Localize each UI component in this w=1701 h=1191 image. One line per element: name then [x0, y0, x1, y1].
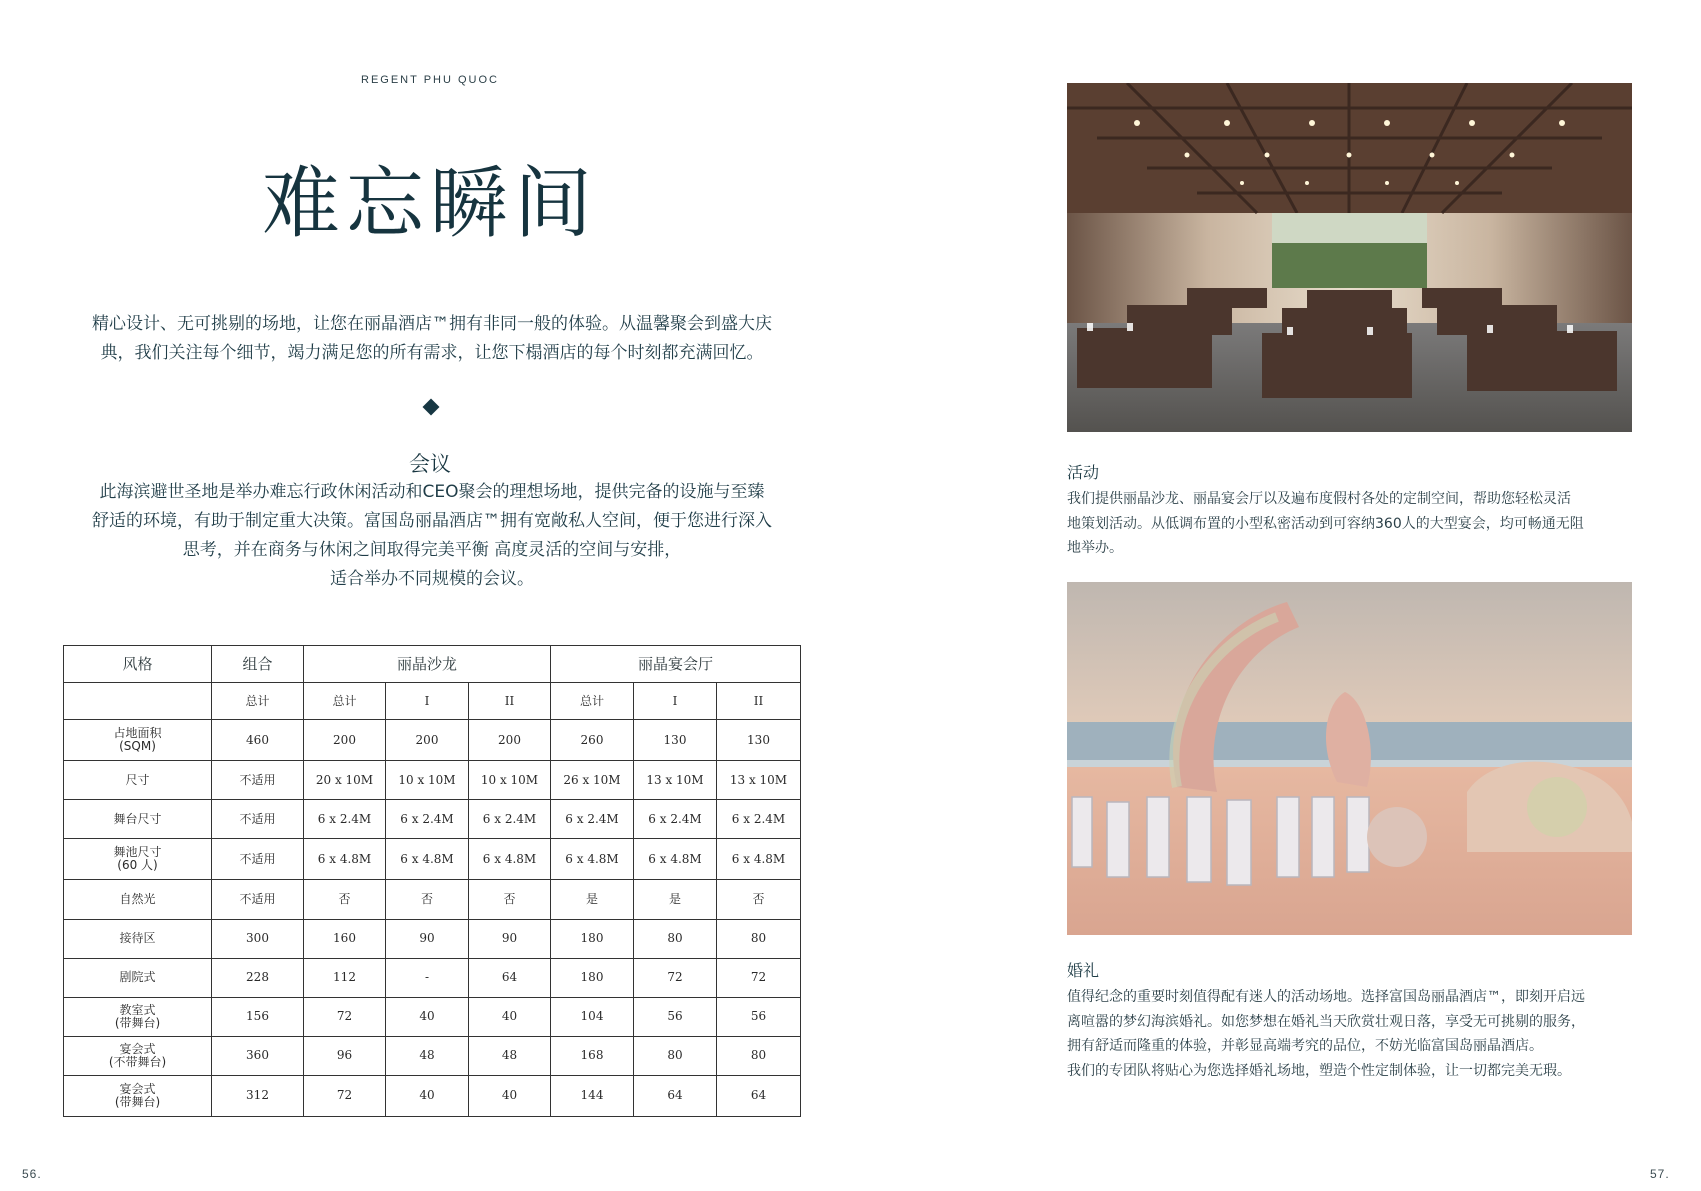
table-cell: 160: [304, 919, 386, 958]
meetings-line: 适合举办不同规模的会议。: [330, 569, 534, 589]
table-cell: 130: [634, 720, 717, 761]
table-cell: 64: [717, 1075, 801, 1116]
intro-line: 典，我们关注每个细节，竭力满足您的所有需求，让您下榻酒店的每个时刻都充满回忆。: [100, 343, 764, 363]
table-cell: 72: [304, 1075, 386, 1116]
table-cell: 不适用: [212, 839, 304, 880]
table-row: [64, 800, 801, 839]
table-cell: 不适用: [212, 880, 304, 919]
table-subheader-row: [64, 683, 801, 720]
weddings-line: 拥有舒适而隆重的体验，并彰显高端考究的品位，不妨光临富国岛丽晶酒店。: [1067, 1038, 1543, 1054]
row-label-line: 接待区: [119, 931, 156, 946]
table-row: [64, 958, 801, 997]
table-cell: 40: [469, 997, 551, 1036]
subheader-cell: 总计: [212, 683, 304, 720]
table-row: [64, 919, 801, 958]
table-row: [64, 1036, 801, 1075]
table-cell: 90: [386, 919, 469, 958]
row-label-line: (带舞台): [114, 1015, 161, 1030]
subheader-cell: I: [386, 683, 469, 720]
weddings-line: 离喧嚣的梦幻海滨婚礼。如您梦想在婚礼当天欣赏壮观日落，享受无可挑剔的服务，: [1067, 1013, 1585, 1030]
venue-capacity-table: [63, 645, 801, 1117]
table-cell: 13 x 10M: [634, 761, 717, 800]
page-title: 难忘瞬间: [261, 159, 598, 249]
table-cell: 112: [304, 958, 386, 997]
table-cell: 10 x 10M: [386, 761, 469, 800]
table-cell: 90: [469, 919, 551, 958]
events-line: 地举办。: [1067, 540, 1123, 556]
table-row: [64, 839, 801, 880]
table-cell: 360: [212, 1036, 304, 1075]
table-cell: 6 x 4.8M: [551, 839, 634, 880]
subheader-cell: 总计: [304, 683, 386, 720]
row-label: [64, 997, 212, 1036]
table-cell: 48: [469, 1036, 551, 1075]
table-row: [64, 761, 801, 800]
events-paragraph: [1067, 487, 1647, 561]
table-row: [64, 880, 801, 919]
brand-header: REGENT PHU QUOC: [361, 74, 499, 86]
table-cell: 104: [551, 997, 634, 1036]
table-cell: 13 x 10M: [717, 761, 801, 800]
table-cell: 72: [304, 997, 386, 1036]
table-cell: 10 x 10M: [469, 761, 551, 800]
table-cell: 72: [717, 958, 801, 997]
weddings-line: 值得纪念的重要时刻值得配有迷人的活动场地。选择富国岛丽晶酒店™，即刻开启远: [1067, 989, 1585, 1005]
row-label: [64, 919, 212, 958]
table-cell: 56: [717, 997, 801, 1036]
meetings-line: 思考，并在商务与休闲之间取得完美平衡 高度灵活的空间与安排，: [182, 540, 682, 560]
subheader-cell: II: [469, 683, 551, 720]
row-label-line: (60 人): [117, 858, 158, 873]
table-cell: 130: [717, 720, 801, 761]
table-cell: 96: [304, 1036, 386, 1075]
subheader-cell: II: [717, 683, 801, 720]
row-label-line: 舞池尺寸: [113, 845, 162, 860]
beach-wedding-photo: [1067, 582, 1632, 935]
table-cell: 56: [634, 997, 717, 1036]
weddings-heading: 婚礼: [1067, 961, 1100, 980]
table-cell: 否: [304, 880, 386, 919]
table-cell: 否: [469, 880, 551, 919]
table-cell: 156: [212, 997, 304, 1036]
events-line: 我们提供丽晶沙龙、丽晶宴会厅以及遍布度假村各处的定制空间，帮助您轻松灵活: [1067, 491, 1571, 507]
table-cell: 40: [386, 1075, 469, 1116]
table-cell: 180: [551, 919, 634, 958]
table-cell: 6 x 4.8M: [717, 839, 801, 880]
table-cell: 180: [551, 958, 634, 997]
table-cell: 6 x 2.4M: [717, 800, 801, 839]
meetings-line: 舒适的环境，有助于制定重大决策。富国岛丽晶酒店™拥有宽敞私人空间，便于您进行深入: [92, 511, 772, 531]
table-cell: 26 x 10M: [551, 761, 634, 800]
weddings-line: 我们的专团队将贴心为您选择婚礼场地，塑造个性定制体验，让一切都完美无瑕。: [1067, 1062, 1571, 1079]
table-cell: 20 x 10M: [304, 761, 386, 800]
row-label-line: (带舞台): [114, 1094, 161, 1109]
page-number-right: 57.: [1650, 1167, 1670, 1181]
header-combined: 组合: [212, 646, 304, 683]
meetings-line: 此海滨避世圣地是举办难忘行政休闲活动和CEO聚会的理想场地，提供完备的设施与至臻: [99, 482, 765, 502]
table-cell: 312: [212, 1075, 304, 1116]
table-cell: 48: [386, 1036, 469, 1075]
events-line: 地策划活动。从低调布置的小型私密活动到可容纳360人的大型宴会，均可畅通无阻: [1067, 515, 1584, 532]
row-label-line: 自然光: [119, 891, 156, 906]
row-label: [64, 839, 212, 880]
table-cell: 否: [717, 880, 801, 919]
table-cell: 40: [386, 997, 469, 1036]
page-number-left: 56.: [22, 1167, 42, 1181]
header-ballroom: 丽晶宴会厅: [551, 646, 801, 683]
weddings-paragraph: [1067, 985, 1647, 1083]
table-row: [64, 1075, 801, 1116]
table-row: [64, 997, 801, 1036]
table-cell: 6 x 2.4M: [634, 800, 717, 839]
table-cell: 6 x 2.4M: [551, 800, 634, 839]
events-heading: 活动: [1067, 463, 1100, 482]
row-label-line: (不带舞台): [108, 1054, 167, 1069]
intro-line: 精心设计、无可挑剔的场地，让您在丽晶酒店™拥有非同一般的体验。从温馨聚会到盛大庆: [92, 314, 772, 334]
row-label: [64, 761, 212, 800]
row-label: [64, 800, 212, 839]
row-label-line: 占地面积: [113, 726, 162, 741]
table-cell: 6 x 4.8M: [304, 839, 386, 880]
table-cell: 是: [551, 880, 634, 919]
row-label-line: 宴会式: [119, 1081, 156, 1096]
row-label-line: 宴会式: [119, 1041, 156, 1056]
table-cell: 6 x 2.4M: [469, 800, 551, 839]
table-cell: 6 x 4.8M: [386, 839, 469, 880]
row-label: [64, 1075, 212, 1116]
table-cell: 否: [386, 880, 469, 919]
diamond-ornament-icon: [423, 399, 440, 416]
table-cell: 228: [212, 958, 304, 997]
table-header-row: [64, 646, 801, 683]
table-cell: 80: [717, 919, 801, 958]
table-cell: 6 x 2.4M: [386, 800, 469, 839]
header-salon: 丽晶沙龙: [304, 646, 551, 683]
table-cell: 不适用: [212, 761, 304, 800]
table-cell: 80: [717, 1036, 801, 1075]
row-label: [64, 958, 212, 997]
table-cell: 144: [551, 1075, 634, 1116]
row-label: [64, 880, 212, 919]
table-cell: 6 x 4.8M: [634, 839, 717, 880]
row-label-line: 教室式: [119, 1002, 156, 1017]
table-cell: 200: [386, 720, 469, 761]
table-cell: 200: [304, 720, 386, 761]
intro-paragraph: [62, 310, 802, 368]
meetings-paragraph: [58, 478, 806, 594]
table-cell: 不适用: [212, 800, 304, 839]
table-cell: 6 x 4.8M: [469, 839, 551, 880]
table-cell: 6 x 2.4M: [304, 800, 386, 839]
row-label-line: 舞台尺寸: [113, 811, 162, 826]
table-cell: 是: [634, 880, 717, 919]
meeting-room-photo: [1067, 83, 1632, 432]
table-cell: 460: [212, 720, 304, 761]
table-cell: 200: [469, 720, 551, 761]
subheader-cell: 总计: [551, 683, 634, 720]
table-cell: 64: [469, 958, 551, 997]
row-label-line: 尺寸: [125, 772, 150, 787]
table-cell: 64: [634, 1075, 717, 1116]
header-style: 风格: [64, 646, 212, 683]
row-label: [64, 720, 212, 761]
table-cell: 40: [469, 1075, 551, 1116]
table-cell: 260: [551, 720, 634, 761]
row-label: [64, 1036, 212, 1075]
table-cell: 168: [551, 1036, 634, 1075]
subheader-cell: I: [634, 683, 717, 720]
table-cell: 80: [634, 919, 717, 958]
meetings-heading: 会议: [409, 452, 451, 476]
subheader-cell: [64, 683, 212, 720]
table-row: [64, 720, 801, 761]
table-cell: 300: [212, 919, 304, 958]
row-label-line: (SQM): [119, 739, 156, 754]
row-label-line: 剧院式: [119, 970, 156, 985]
table-cell: -: [386, 958, 469, 997]
table-cell: 72: [634, 958, 717, 997]
table-cell: 80: [634, 1036, 717, 1075]
